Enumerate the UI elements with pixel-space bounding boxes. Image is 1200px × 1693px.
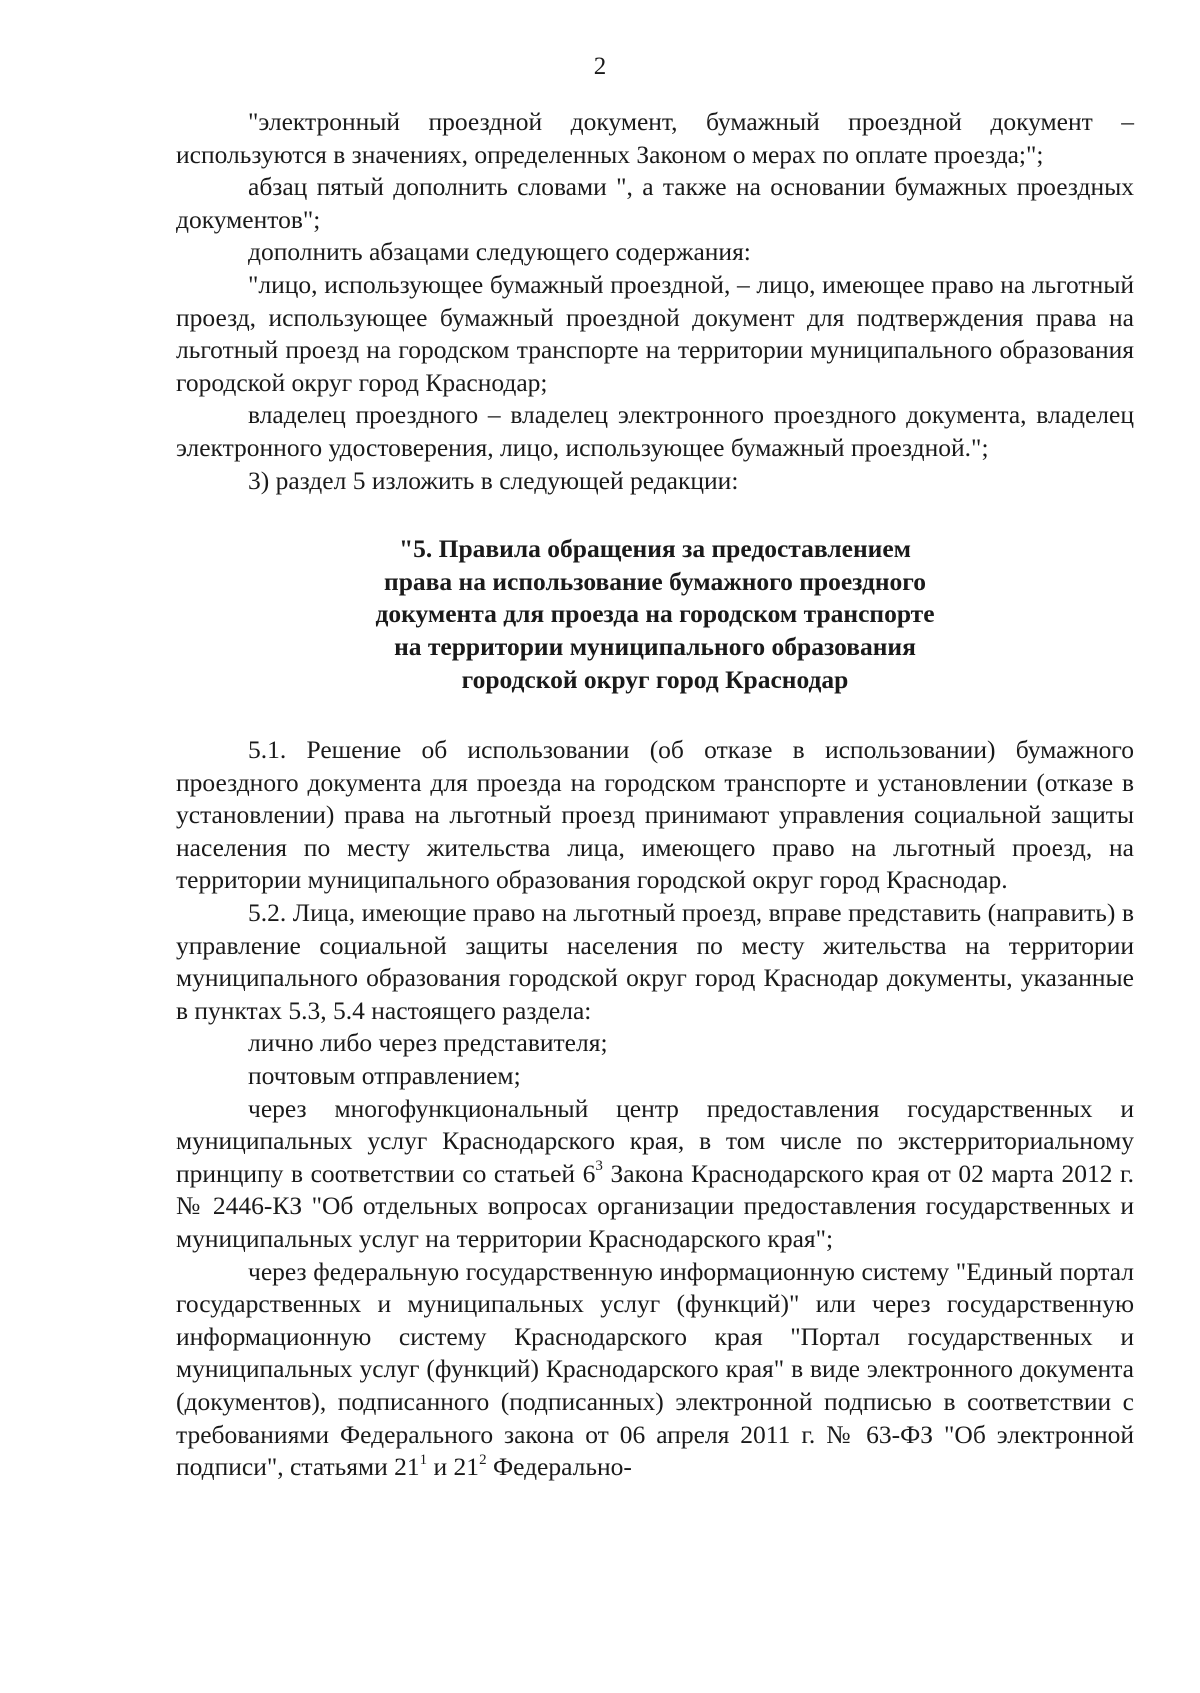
paragraph: 5.2. Лица, имеющие право на льготный проезд, вправе представить (направить) в управление социальной защиты населения по месту жительства на территории муниципального образования городской округ город Краснодар документы, указанные в пунктах 5.3, 5.4 настоящего раздела: bbox=[176, 898, 1134, 1025]
paragraph-text: Закона Краснодарского края от 02 марта 2012 г. № 2446-КЗ "Об отдельных вопросах организации предоставления государственных и муниципальных услуг на территории Краснодарского края"; bbox=[176, 1158, 1135, 1253]
section-heading-line: "5. Правила обращения за предоставлением bbox=[398, 534, 912, 564]
paragraph: абзац пятый дополнить словами ", а также на основании бумажных проездных документов"; bbox=[176, 172, 1134, 234]
superscript: 1 bbox=[419, 1451, 428, 1468]
paragraph-portal bbox=[176, 1256, 1134, 1484]
paragraph: 5.1. Решение об использовании (об отказе в использовании) бумажного проездного документа для проезда на городском транспорте и установлении (отказе в установлении) права на льготный проезд принимают управления социальной защиты населения по месту жительства лица, имеющего право на льготный проезд, на территории муниципального образования городской округ город Краснодар. bbox=[176, 735, 1134, 895]
paragraph: 3) раздел 5 изложить в следующей редакции: bbox=[248, 465, 739, 495]
superscript: 3 bbox=[595, 1158, 603, 1175]
document-body bbox=[176, 106, 1134, 1484]
paragraph: владелец проездного – владелец электронного проездного документа, владелец электронного удостоверения, лицо, использующее бумажный проездной."; bbox=[176, 400, 1134, 462]
paragraph: лично либо через представителя; bbox=[248, 1028, 608, 1058]
paragraph-text: и 21 bbox=[427, 1452, 480, 1482]
section-heading-line: на территории муниципального образования bbox=[394, 631, 916, 661]
section-heading-line: документа для проезда на городском транспорте bbox=[375, 599, 935, 629]
section-heading-line: городской округ город Краснодар bbox=[461, 664, 849, 694]
paragraph-mfc bbox=[176, 1093, 1134, 1256]
paragraph-text: через федеральную государственную информационную систему "Единый портал государственных и муниципальных услуг (функций)" или через государственную информационную систему Краснодарского края "Портал государственных и муниципальных услуг (функций) Краснодарского края" в виде электронного документа (документов), подписанного (подписанных) электронной подписью в соответствии с требованиями Федерального закона от 06 апреля 2011 г. № 63-ФЗ "Об электронной подписи", статьями 21 bbox=[176, 1256, 1134, 1482]
paragraph: почтовым отправлением; bbox=[248, 1061, 521, 1091]
section-heading bbox=[176, 533, 1134, 696]
paragraph: "электронный проездной документ, бумажный проездной документ – используются в значениях, определенных Законом о мерах по оплате проезда;"; bbox=[176, 107, 1134, 169]
paragraph: дополнить абзацами следующего содержания: bbox=[248, 237, 751, 267]
paragraph-text: Федерально- bbox=[486, 1452, 632, 1482]
page-number: 2 bbox=[593, 53, 607, 80]
paragraph: "лицо, использующее бумажный проездной, – лицо, имеющее право на льготный проезд, использующее бумажный проездной документ для подтверждения права на льготный проезд на городском транспорте на территории муниципального образования городской округ город Краснодар; bbox=[176, 269, 1134, 397]
superscript: 2 bbox=[479, 1451, 487, 1468]
section-heading-line: права на использование бумажного проездного bbox=[384, 566, 926, 596]
paragraph-text: через многофункциональный центр предоставления государственных и муниципальных услуг Краснодарского края, в том числе по экстерриториальному принципу в соответствии со статьей 6 bbox=[176, 1093, 1134, 1188]
